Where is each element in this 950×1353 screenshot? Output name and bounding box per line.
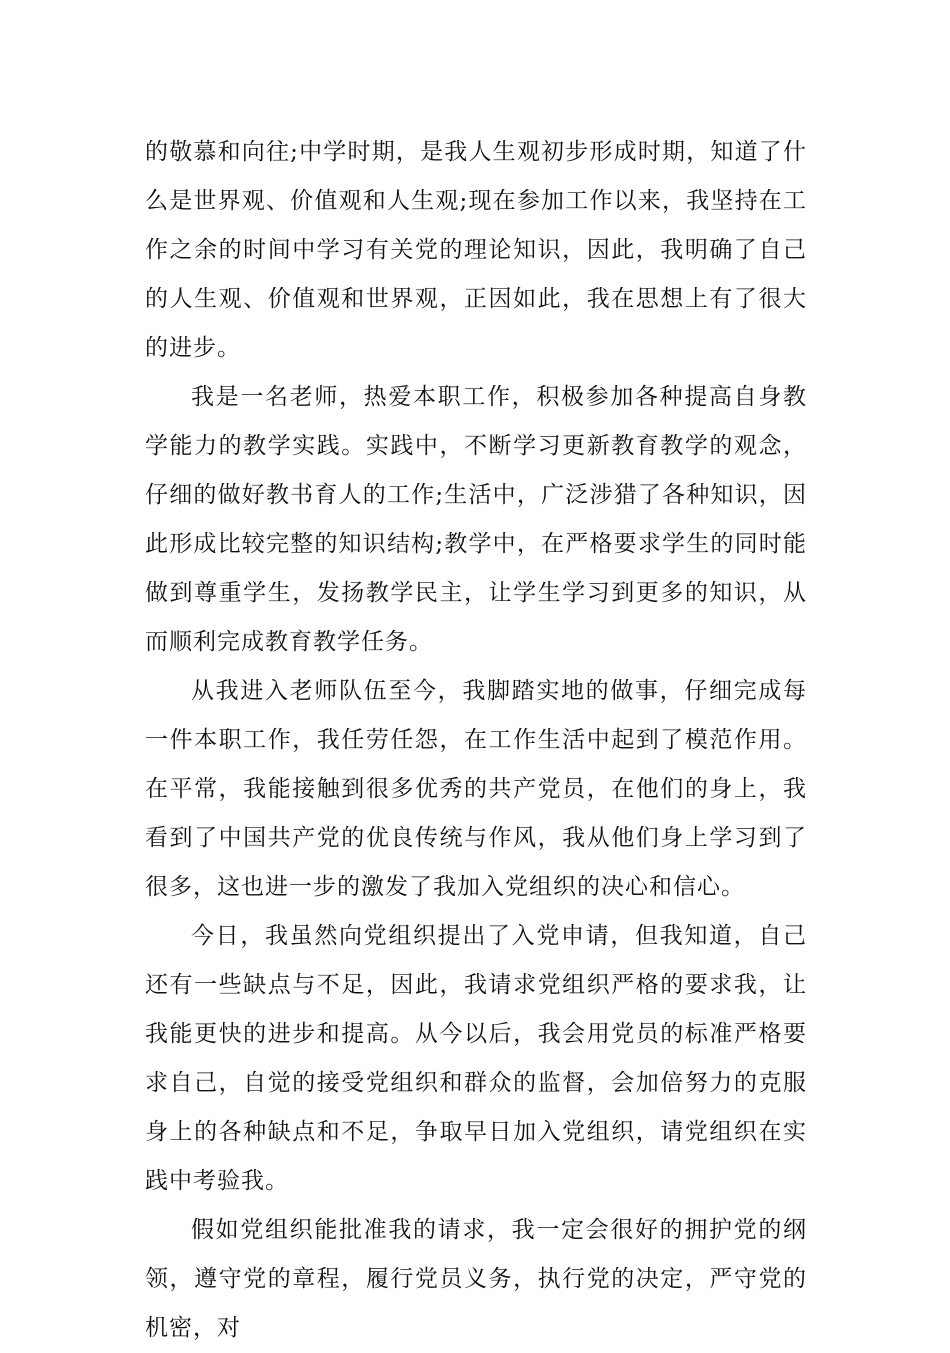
paragraph-5: 假如党组织能批准我的请求，我一定会很好的拥护党的纲领，遵守党的章程，履行党员义务，执行党的决定，严守党的机密，对 bbox=[145, 1217, 807, 1341]
document-body bbox=[145, 128, 807, 1353]
paragraph-3: 从我进入老师队伍至今，我脚踏实地的做事，仔细完成每一件本职工作，我任劳任怨，在工作生活中起到了模范作用。在平常，我能接触到很多优秀的共产党员，在他们的身上，我看到了中国共产党的优良传统与作风，我从他们身上学习到了很多，这也进一步的激发了我加入党组织的决心和信心。 bbox=[145, 678, 807, 900]
paragraph-1: 的敬慕和向往;中学时期，是我人生观初步形成时期，知道了什么是世界观、价值观和人生观;现在参加工作以来，我坚持在工作之余的时间中学习有关党的理论知识，因此，我明确了自己的人生观、价值观和世界观，正因如此，我在思想上有了很大的进步。 bbox=[145, 139, 807, 361]
paragraph-4: 今日，我虽然向党组织提出了入党申请，但我知道，自己还有一些缺点与不足，因此，我请求党组织严格的要求我，让我能更快的进步和提高。从今以后，我会用党员的标准严格要求自己，自觉的接受党组织和群众的监督，会加倍努力的克服身上的各种缺点和不足，争取早日加入党组织，请党组织在实践中考验我。 bbox=[145, 923, 807, 1194]
paragraph-2: 我是一名老师，热爱本职工作，积极参加各种提高自身教学能力的教学实践。实践中，不断学习更新教育教学的观念，仔细的做好教书育人的工作;生活中，广泛涉猎了各种知识，因此形成比较完整的知识结构;教学中，在严格要求学生的同时能做到尊重学生，发扬教学民主，让学生学习到更多的知识，从而顺利完成教育教学任务。 bbox=[145, 384, 807, 655]
